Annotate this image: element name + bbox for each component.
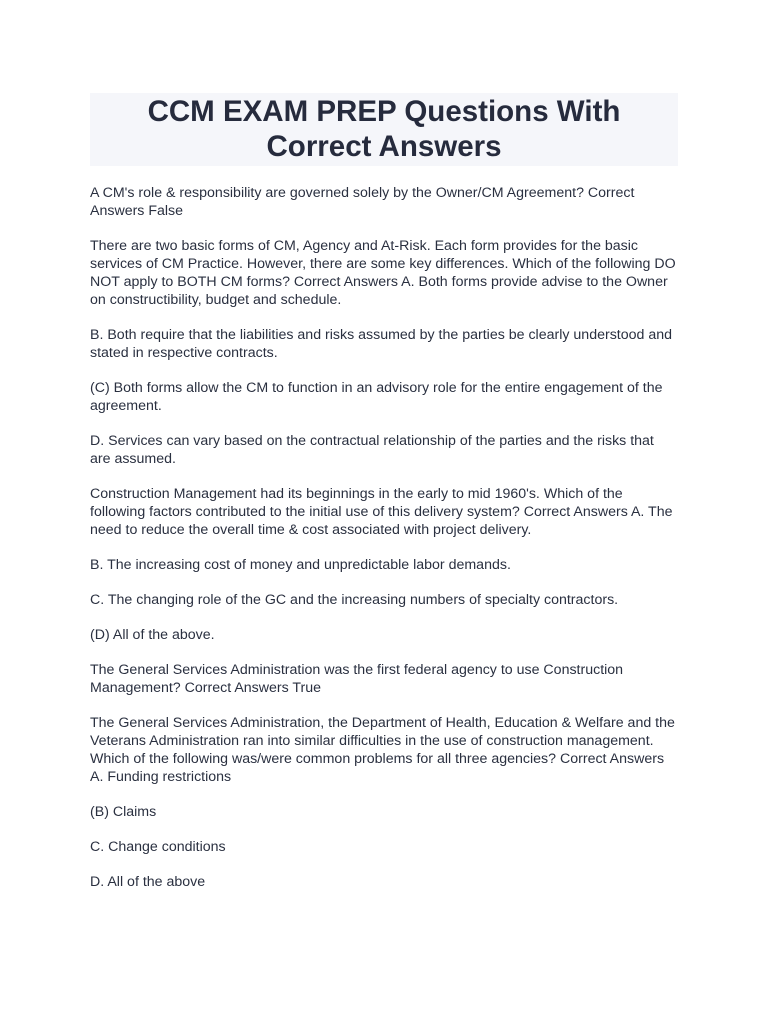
- paragraph: D. All of the above: [90, 874, 206, 890]
- paragraph: (B) Claims: [90, 804, 157, 820]
- paragraph: A CM's role & responsibility are governed solely by the Owner/CM Agreement? Correct Answers False: [90, 185, 635, 219]
- paragraph: B. Both require that the liabilities and risks assumed by the parties be clearly understood and stated in respective contracts.: [90, 327, 673, 361]
- paragraph: (C) Both forms allow the CM to function in an advisory role for the entire engagement of the agreement.: [90, 380, 663, 414]
- paragraph: Construction Management had its beginnings in the early to mid 1960's. Which of the following factors contributed to the initial use of this delivery system? Correct Answers A. The need to reduce the overall time & cost associated with project delivery.: [90, 486, 673, 538]
- paragraph: D. Services can vary based on the contractual relationship of the parties and the risks that are assumed.: [90, 433, 654, 467]
- document-page: [90, 93, 678, 908]
- paragraph: B. The increasing cost of money and unpredictable labor demands.: [90, 557, 511, 573]
- paragraph: The General Services Administration, the Department of Health, Education & Welfare and the Veterans Administration ran into similar difficulties in the use of construction management. Which of the following was/were common problems for all three agencies? Correct Answers A. Funding restrictions: [90, 715, 675, 785]
- paragraph: The General Services Administration was the first federal agency to use Construction Management? Correct Answers True: [90, 662, 624, 696]
- title-banner: [90, 93, 678, 166]
- paragraph: C. The changing role of the GC and the increasing numbers of specialty contractors.: [90, 592, 619, 608]
- paragraph: There are two basic forms of CM, Agency and At-Risk. Each form provides for the basic services of CM Practice. However, there are some key differences. Which of the following DO NOT apply to BOTH CM forms? Correct Answers A. Both forms provide advise to the Owner on constructibility, budget and schedule.: [90, 238, 676, 308]
- document-title: CCM EXAM PREP Questions With Correct Answers: [147, 95, 621, 163]
- paragraph: (D) All of the above.: [90, 627, 215, 643]
- document-body: [90, 184, 678, 891]
- paragraph: C. Change conditions: [90, 839, 226, 855]
